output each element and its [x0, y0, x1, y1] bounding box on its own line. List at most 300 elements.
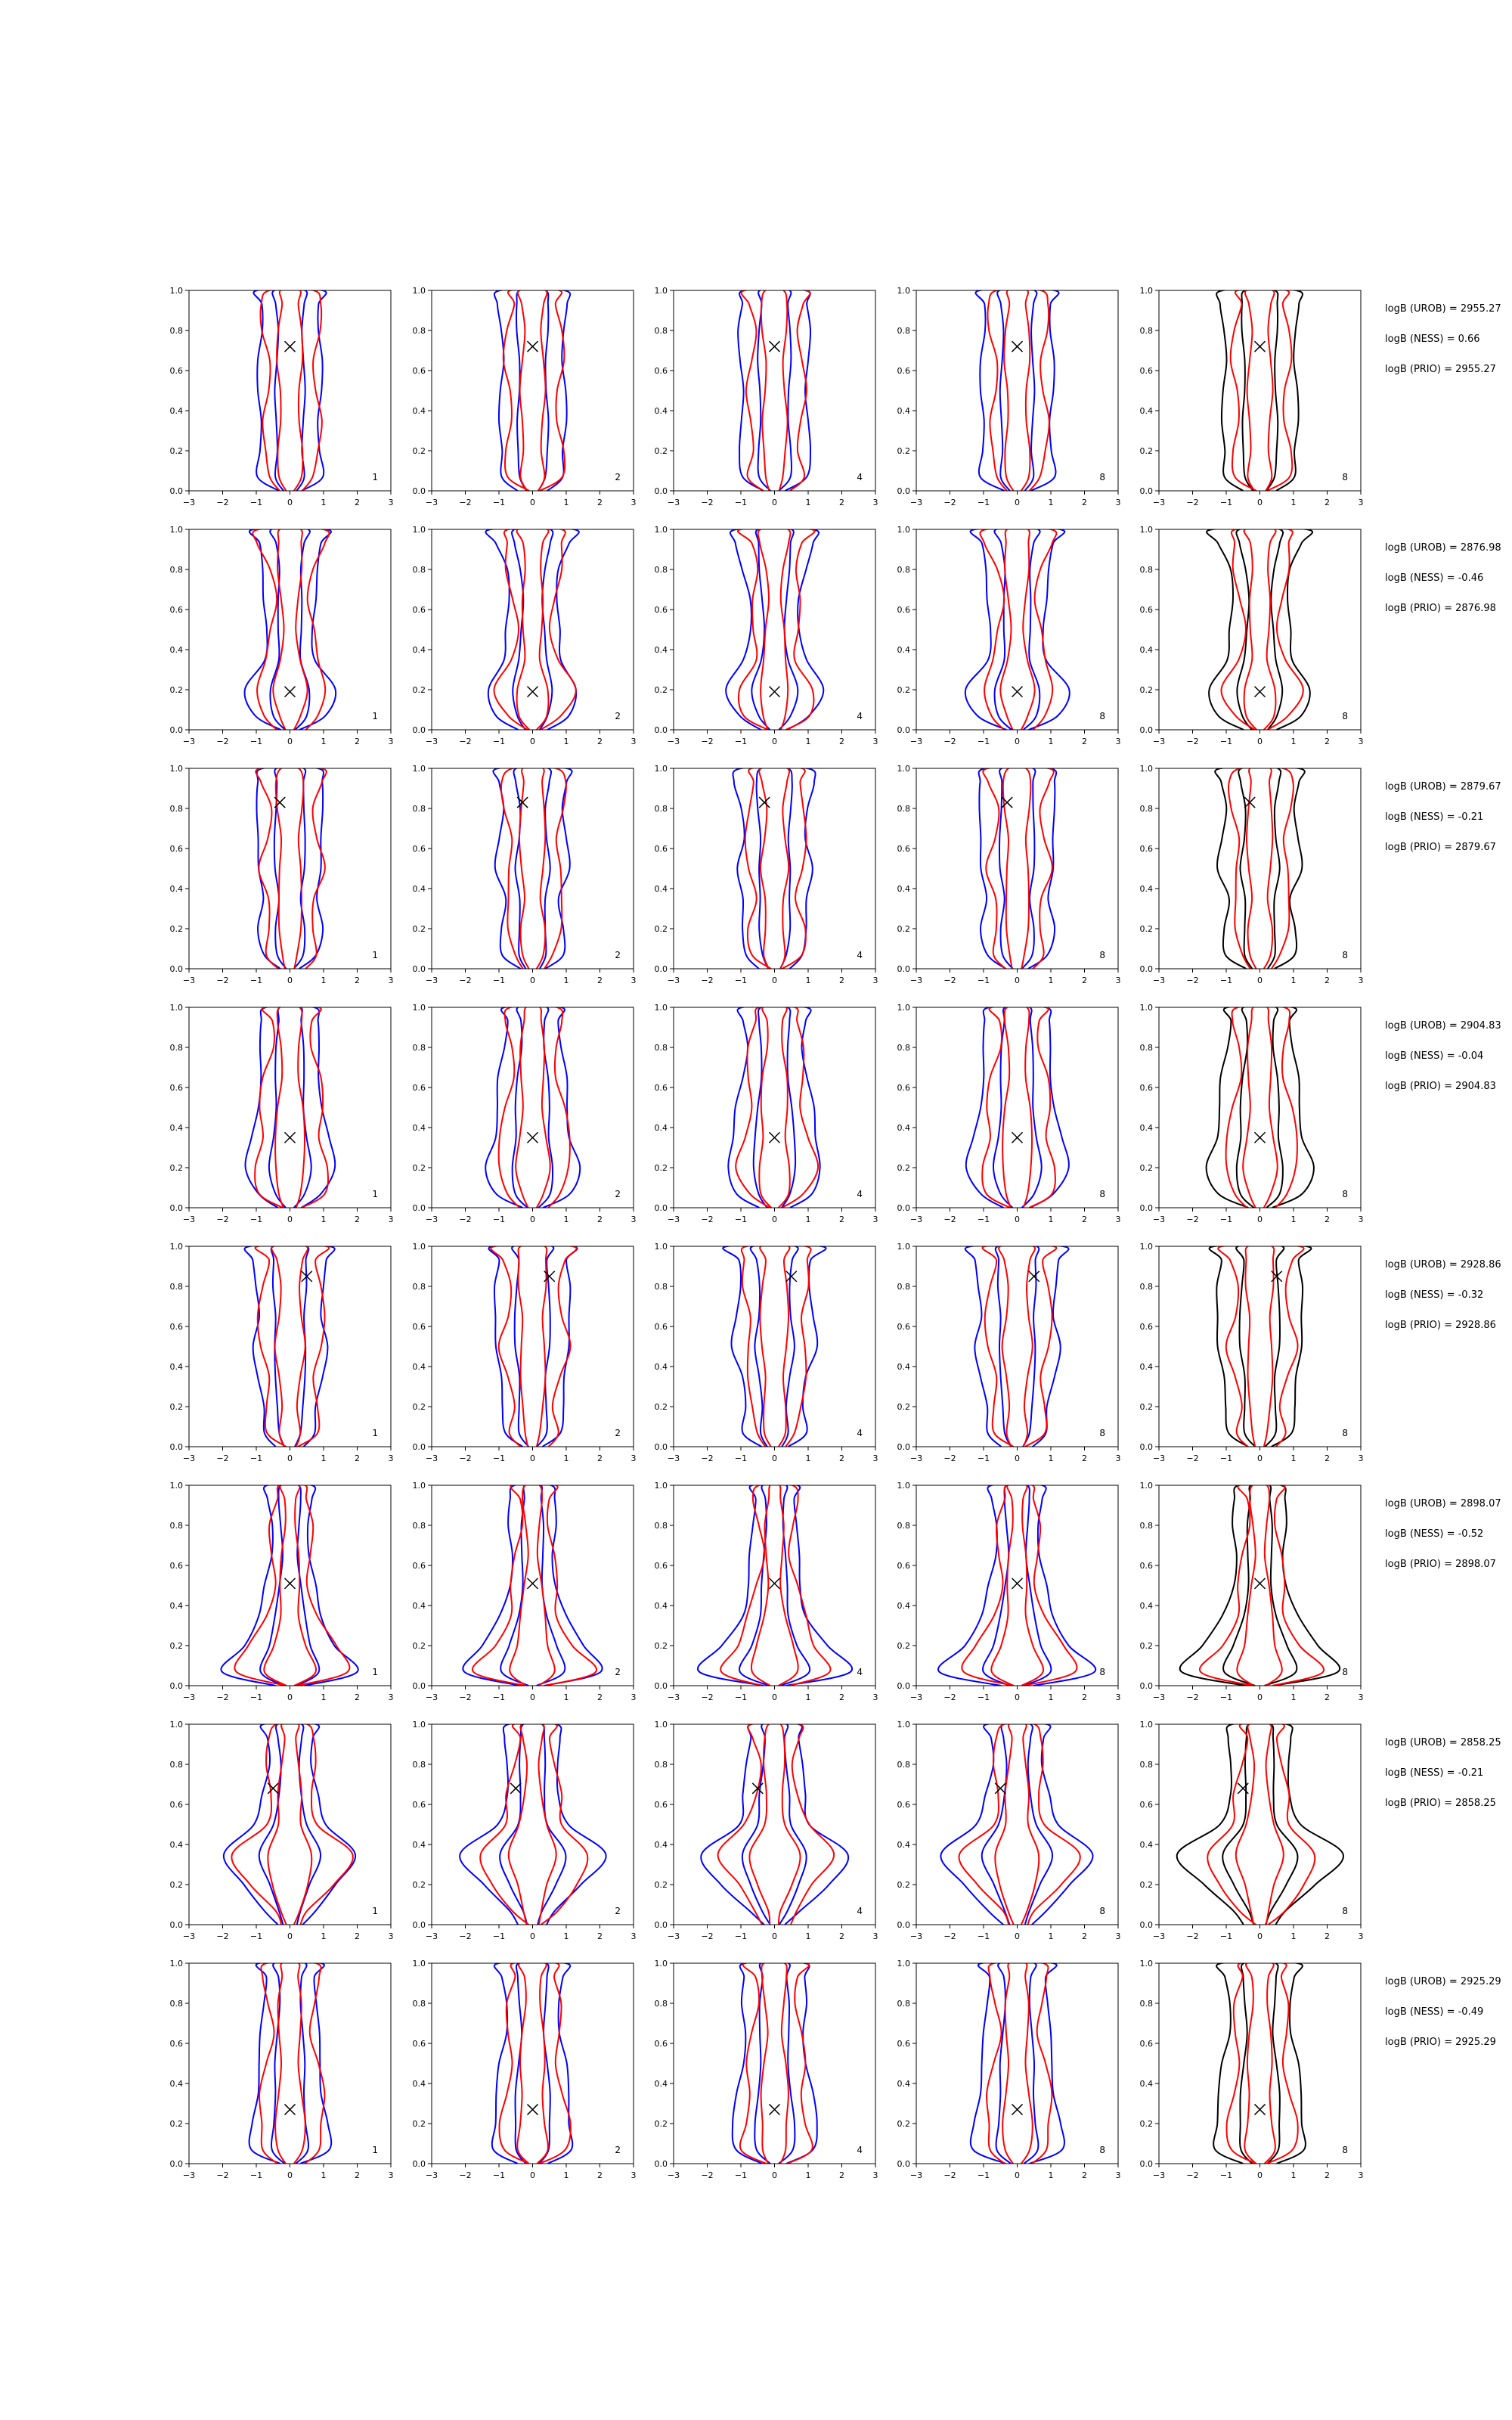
contour-group [723, 1245, 826, 1447]
y-tick-label: 0.2 [412, 1402, 426, 1412]
x-tick-label: 2 [597, 1454, 603, 1463]
panel-count-label: 8 [1099, 1667, 1105, 1677]
y-tick-label: 0.2 [1139, 685, 1153, 695]
x-tick-label: −3 [182, 498, 196, 507]
x-tick-label: −1 [977, 498, 990, 507]
y-tick-label: 1.0 [169, 1003, 183, 1013]
contour-group [256, 767, 327, 969]
x-tick-label: −3 [1152, 1454, 1166, 1463]
y-tick-label: 0.0 [169, 2159, 183, 2169]
outer-contour [979, 767, 1057, 969]
x-tick-label: 0 [1015, 1692, 1020, 1702]
y-tick-label: 0.2 [897, 2119, 910, 2129]
y-tick-label: 0.4 [897, 1362, 910, 1372]
panel-count-label: 4 [857, 1906, 863, 1916]
x-tick-label: −3 [182, 737, 196, 746]
contour-group [975, 289, 1058, 491]
x-tick-label: 3 [872, 737, 878, 746]
red-inner-contour [518, 289, 547, 491]
y-tick-label: 0.0 [654, 964, 668, 974]
y-tick-label: 0.0 [1139, 1920, 1153, 1930]
red-outer-contour [253, 528, 329, 730]
y-tick-label: 0.8 [412, 1043, 426, 1053]
red-inner-contour [758, 528, 791, 730]
y-tick-label: 0.6 [412, 1800, 426, 1810]
axes-frame [916, 1246, 1118, 1447]
red-inner-contour [517, 1962, 548, 2164]
x-tick-label: 0 [1257, 976, 1263, 985]
x-tick-label: 3 [872, 1215, 878, 1224]
x-tick-label: −2 [1186, 498, 1199, 507]
contour-group [701, 1723, 848, 1925]
outer-contour [485, 528, 579, 730]
x-tick-label: −2 [1186, 737, 1199, 746]
panel-count-label: 4 [857, 1189, 863, 1199]
logb-annotation: logB (PRIO) = 2955.27 [1385, 364, 1496, 375]
x-tick-label: −3 [425, 737, 438, 746]
y-tick-label: 0.2 [412, 446, 426, 456]
contour-group [245, 1006, 335, 1208]
y-tick-label: 0.6 [897, 844, 910, 854]
outer-contour [728, 1006, 820, 1208]
x-tick-label: 0 [1015, 976, 1020, 985]
y-tick-label: 1.0 [654, 1481, 668, 1491]
x-tick-label: −3 [1152, 1931, 1166, 1941]
y-tick-label: 0.4 [897, 1840, 910, 1850]
red-outer-contour [742, 1245, 811, 1447]
panel-count-label: 2 [615, 1906, 621, 1916]
outer-contour [492, 1962, 572, 2164]
y-tick-label: 0.8 [1139, 326, 1153, 336]
panel-count-label: 4 [857, 2145, 863, 2155]
panel-count-label: 8 [1342, 1906, 1348, 1916]
axes-frame [432, 290, 634, 491]
cross-marker [1255, 687, 1266, 697]
x-tick-label: 2 [1325, 976, 1330, 985]
panel-r4-c1 [170, 1003, 394, 1224]
x-tick-label: −2 [1186, 976, 1199, 985]
y-tick-label: 0.6 [654, 1322, 668, 1332]
x-tick-label: 3 [1115, 976, 1121, 985]
x-tick-label: 2 [355, 1454, 360, 1463]
axes-frame [1159, 1007, 1361, 1208]
x-tick-label: −2 [701, 1454, 714, 1463]
y-tick-label: 1.0 [654, 286, 668, 296]
panel-count-label: 8 [1099, 2145, 1105, 2155]
y-tick-label: 0.2 [169, 1641, 183, 1651]
x-tick-label: −2 [459, 737, 472, 746]
red-outer-contour [256, 767, 327, 969]
panel-r8-c2 [413, 1959, 637, 2180]
y-tick-label: 0.0 [654, 486, 668, 496]
red-inner-contour [276, 767, 304, 969]
x-tick-label: −1 [249, 498, 263, 507]
x-tick-label: 0 [287, 1215, 293, 1224]
panel-count-label: 4 [857, 950, 863, 960]
red-outer-contour [1227, 1962, 1298, 2164]
panel-count-label: 1 [372, 1906, 378, 1916]
logb-annotation: logB (UROB) = 2879.67 [1385, 781, 1501, 793]
axes-frame [1159, 1724, 1361, 1925]
x-tick-label: −2 [216, 1454, 229, 1463]
panel-count-label: 1 [372, 950, 378, 960]
x-tick-label: 1 [1290, 498, 1297, 507]
y-tick-label: 0.2 [897, 1402, 910, 1412]
x-tick-label: 2 [355, 737, 360, 746]
y-tick-label: 0.0 [412, 2159, 426, 2169]
x-tick-label: −1 [734, 1931, 748, 1941]
x-tick-label: 2 [355, 498, 360, 507]
inner-contour [993, 1006, 1042, 1208]
y-tick-label: 0.6 [412, 605, 426, 615]
y-tick-label: 0.2 [169, 1402, 183, 1412]
x-tick-label: 1 [1048, 1931, 1054, 1941]
x-tick-label: 2 [597, 2170, 603, 2180]
y-tick-label: 0.0 [1139, 1203, 1153, 1213]
y-tick-label: 0.4 [169, 1840, 183, 1850]
panel-count-label: 2 [615, 2145, 621, 2155]
y-tick-label: 0.0 [169, 1203, 183, 1213]
y-tick-label: 0.2 [654, 685, 668, 695]
y-tick-label: 0.8 [1139, 1043, 1153, 1053]
x-tick-label: −3 [1152, 737, 1166, 746]
y-tick-label: 0.8 [412, 1282, 426, 1292]
panel-r4-c2 [413, 1003, 637, 1224]
contour-group [253, 289, 326, 491]
x-tick-label: 3 [872, 976, 878, 985]
logb-annotation: logB (NESS) = -0.04 [1385, 1050, 1484, 1062]
axes-frame [1159, 1963, 1361, 2164]
y-tick-label: 0.6 [412, 366, 426, 376]
y-tick-label: 0.8 [897, 1521, 910, 1531]
y-tick-label: 0.8 [654, 565, 668, 575]
x-tick-label: −1 [977, 1215, 990, 1224]
x-tick-label: 3 [388, 2170, 394, 2180]
x-tick-label: −2 [943, 498, 956, 507]
y-tick-label: 0.4 [654, 1123, 668, 1133]
red-inner-contour [751, 1484, 798, 1686]
cross-marker [770, 1578, 780, 1589]
x-tick-label: 1 [563, 498, 569, 507]
axes-frame [189, 1246, 391, 1447]
y-tick-label: 1.0 [412, 1720, 426, 1730]
x-tick-label: −3 [667, 1454, 680, 1463]
red-inner-contour [1244, 528, 1276, 730]
y-tick-label: 0.2 [897, 1163, 910, 1173]
y-tick-label: 0.6 [169, 1800, 183, 1810]
cross-marker [1012, 1578, 1023, 1589]
panel-r7-c5 [1140, 1720, 1364, 1941]
y-tick-label: 0.8 [169, 565, 183, 575]
x-tick-label: 2 [1325, 1692, 1330, 1702]
red-inner-contour [995, 1723, 1039, 1925]
x-tick-label: −3 [425, 498, 438, 507]
x-tick-label: 3 [631, 737, 637, 746]
y-tick-label: 0.0 [897, 725, 910, 735]
y-tick-label: 0.4 [412, 1362, 426, 1372]
y-tick-label: 0.4 [897, 645, 910, 655]
x-tick-label: 2 [1325, 498, 1330, 507]
x-tick-label: 0 [530, 1692, 535, 1702]
x-tick-label: −1 [1219, 976, 1233, 985]
x-tick-label: −3 [425, 1692, 438, 1702]
y-tick-label: 0.2 [654, 446, 668, 456]
axes-frame [674, 1485, 875, 1686]
contour-group [733, 1962, 817, 2164]
x-tick-label: 2 [839, 498, 844, 507]
y-tick-label: 0.6 [654, 1561, 668, 1571]
axes-frame [1159, 290, 1361, 491]
y-tick-label: 1.0 [897, 1720, 910, 1730]
y-tick-label: 0.2 [1139, 1163, 1153, 1173]
cross-marker [528, 1578, 538, 1589]
x-tick-label: 2 [355, 1931, 360, 1941]
panel-count-label: 8 [1342, 1667, 1348, 1677]
x-tick-label: 2 [355, 1215, 360, 1224]
x-tick-label: 1 [563, 1454, 569, 1463]
y-tick-label: 0.6 [654, 844, 668, 854]
y-tick-label: 0.6 [169, 1083, 183, 1093]
cross-marker [528, 1132, 538, 1143]
y-tick-label: 0.4 [169, 645, 183, 655]
logb-annotation: logB (UROB) = 2928.86 [1385, 1259, 1501, 1270]
x-tick-label: 2 [1325, 737, 1330, 746]
red-inner-contour [275, 1006, 305, 1208]
contour-group [244, 1245, 334, 1447]
y-tick-label: 0.0 [169, 964, 183, 974]
x-tick-label: 2 [1082, 1692, 1087, 1702]
x-tick-label: 0 [530, 498, 535, 507]
red-outer-contour [980, 528, 1056, 730]
y-tick-label: 0.6 [169, 366, 183, 376]
panel-count-label: 1 [372, 2145, 378, 2155]
y-tick-label: 0.4 [1139, 2079, 1153, 2089]
axes-frame [189, 1485, 391, 1686]
cross-marker [1012, 2104, 1023, 2114]
x-tick-label: −2 [216, 2170, 229, 2180]
axes-frame [674, 1724, 875, 1925]
x-tick-label: 1 [805, 1215, 811, 1224]
y-tick-label: 0.6 [897, 1800, 910, 1810]
x-tick-label: 0 [1257, 2170, 1263, 2180]
x-tick-label: 1 [321, 2170, 327, 2180]
x-tick-label: 1 [1290, 1215, 1297, 1224]
panel-r5-c3 [655, 1242, 878, 1463]
inner-contour [742, 1723, 807, 1925]
y-tick-label: 0.8 [897, 804, 910, 814]
axes-frame [916, 529, 1118, 730]
logb-annotation: logB (PRIO) = 2925.29 [1385, 2037, 1496, 2048]
x-tick-label: 3 [1358, 1692, 1364, 1702]
x-tick-label: 0 [1257, 498, 1263, 507]
axes-frame [674, 290, 875, 491]
red-inner-contour [760, 1245, 789, 1447]
x-tick-label: 1 [321, 737, 327, 746]
contour-group [1213, 1962, 1306, 2164]
x-tick-label: 1 [1048, 1215, 1054, 1224]
x-tick-label: −2 [701, 1692, 714, 1702]
y-tick-label: 0.0 [897, 1442, 910, 1452]
x-tick-label: −2 [701, 1215, 714, 1224]
x-tick-label: 0 [530, 1454, 535, 1463]
x-tick-label: −1 [249, 1454, 263, 1463]
x-tick-label: 1 [563, 2170, 569, 2180]
x-tick-label: −3 [909, 1454, 923, 1463]
x-tick-label: 0 [772, 1692, 777, 1702]
y-tick-label: 0.2 [169, 685, 183, 695]
y-tick-label: 0.6 [1139, 2039, 1153, 2049]
x-tick-label: −1 [734, 498, 748, 507]
outer-contour [488, 1245, 577, 1447]
x-tick-label: 1 [805, 737, 811, 746]
panel-r5-c4 [897, 1242, 1121, 1463]
y-tick-label: 0.8 [654, 326, 668, 336]
x-tick-label: 3 [1115, 2170, 1121, 2180]
y-tick-label: 0.2 [897, 924, 910, 934]
x-tick-label: 1 [1048, 737, 1054, 746]
red-outer-contour [234, 1484, 349, 1686]
x-tick-label: −1 [249, 1692, 263, 1702]
x-tick-label: −2 [1186, 1454, 1199, 1463]
outer-contour [938, 1484, 1095, 1686]
logb-annotation: logB (NESS) = -0.32 [1385, 1289, 1484, 1301]
cross-marker [759, 797, 770, 808]
inner-contour [270, 528, 310, 730]
inner-contour [500, 1723, 565, 1925]
panel-count-label: 4 [857, 472, 863, 482]
red-outer-contour [745, 767, 807, 969]
x-tick-label: 2 [355, 976, 360, 985]
y-tick-label: 1.0 [169, 1242, 183, 1252]
x-tick-label: −3 [1152, 1692, 1166, 1702]
y-tick-label: 0.4 [169, 2079, 183, 2089]
x-tick-label: −2 [216, 1692, 229, 1702]
x-tick-label: 2 [839, 1931, 844, 1941]
x-tick-label: 3 [388, 737, 394, 746]
y-tick-label: 0.8 [412, 565, 426, 575]
x-tick-label: −2 [459, 2170, 472, 2180]
x-tick-label: −3 [425, 1454, 438, 1463]
y-tick-label: 0.2 [1139, 1880, 1153, 1890]
axes-frame [916, 1007, 1118, 1208]
inner-contour [513, 1006, 553, 1208]
axes-frame [189, 1724, 391, 1925]
axes-frame [1159, 768, 1361, 969]
x-tick-label: 3 [1115, 1692, 1121, 1702]
red-outer-contour [740, 1962, 813, 2164]
x-tick-label: 1 [563, 976, 569, 985]
panel-count-label: 8 [1342, 711, 1348, 721]
x-tick-label: 2 [597, 1931, 603, 1941]
y-tick-label: 0.6 [169, 605, 183, 615]
y-tick-label: 0.8 [412, 804, 426, 814]
x-tick-label: 1 [321, 498, 327, 507]
x-tick-label: 0 [1015, 1931, 1020, 1941]
red-inner-contour [759, 767, 789, 969]
axes-frame [432, 768, 634, 969]
x-tick-label: 1 [805, 1692, 811, 1702]
y-tick-label: 0.8 [897, 1043, 910, 1053]
y-tick-label: 0.6 [1139, 366, 1153, 376]
outer-contour [965, 1245, 1069, 1447]
panel-count-label: 8 [1342, 950, 1348, 960]
x-tick-label: 2 [597, 1692, 603, 1702]
logb-annotation: logB (PRIO) = 2879.67 [1385, 842, 1496, 853]
y-tick-label: 1.0 [897, 1003, 910, 1013]
x-tick-label: 1 [1290, 1692, 1297, 1702]
panel-r6-c3 [655, 1481, 878, 1702]
x-tick-label: −1 [492, 1931, 506, 1941]
y-tick-label: 0.8 [169, 1760, 183, 1770]
x-tick-label: −1 [734, 1215, 748, 1224]
x-tick-label: 2 [1082, 976, 1087, 985]
cross-marker [528, 2104, 538, 2114]
inner-contour [757, 767, 792, 969]
x-tick-label: 1 [1290, 737, 1297, 746]
outer-contour [1216, 289, 1303, 491]
cross-marker [528, 687, 538, 697]
y-tick-label: 0.0 [1139, 964, 1153, 974]
y-tick-label: 0.8 [1139, 1521, 1153, 1531]
x-tick-label: 0 [1015, 498, 1020, 507]
y-tick-label: 0.0 [412, 1442, 426, 1452]
x-tick-label: 3 [1115, 737, 1121, 746]
x-tick-label: 1 [805, 976, 811, 985]
y-tick-label: 0.2 [897, 1641, 910, 1651]
axes-frame [916, 1724, 1118, 1925]
axes-frame [432, 1007, 634, 1208]
y-tick-label: 0.6 [654, 366, 668, 376]
x-tick-label: 0 [1257, 737, 1263, 746]
x-tick-label: −1 [492, 1215, 506, 1224]
cross-marker [1029, 1271, 1040, 1282]
y-tick-label: 1.0 [169, 286, 183, 296]
x-tick-label: 1 [1290, 1931, 1297, 1941]
y-tick-label: 0.2 [169, 446, 183, 456]
contour-group [493, 767, 572, 969]
x-tick-label: −3 [909, 1215, 923, 1224]
contour-group [728, 1006, 820, 1208]
contour-group [249, 1962, 332, 2164]
y-tick-label: 0.0 [1139, 1442, 1153, 1452]
y-tick-label: 1.0 [412, 1242, 426, 1252]
panel-r3-c5 [1140, 764, 1364, 985]
axes-frame [189, 768, 391, 969]
x-tick-label: 2 [839, 737, 844, 746]
x-tick-label: −3 [667, 2170, 680, 2180]
x-tick-label: 1 [321, 1931, 327, 1941]
x-tick-label: 1 [321, 1692, 327, 1702]
panel-count-label: 8 [1099, 950, 1105, 960]
panel-count-label: 1 [372, 1428, 378, 1438]
cross-marker [770, 341, 780, 352]
y-tick-label: 0.8 [654, 1760, 668, 1770]
x-tick-label: 3 [631, 498, 637, 507]
x-tick-label: 0 [772, 1215, 777, 1224]
y-tick-label: 0.8 [169, 326, 183, 336]
y-tick-label: 0.6 [654, 1083, 668, 1093]
cross-marker [1012, 341, 1023, 352]
x-tick-label: −3 [1152, 976, 1166, 985]
y-tick-label: 0.8 [412, 1999, 426, 2009]
y-tick-label: 0.0 [169, 486, 183, 496]
y-tick-label: 0.6 [654, 2039, 668, 2049]
panel-r8-c5 [1140, 1959, 1364, 2180]
x-tick-label: −1 [492, 976, 506, 985]
y-tick-label: 0.4 [412, 645, 426, 655]
panel-count-label: 1 [372, 1189, 378, 1199]
x-tick-label: 3 [388, 976, 394, 985]
